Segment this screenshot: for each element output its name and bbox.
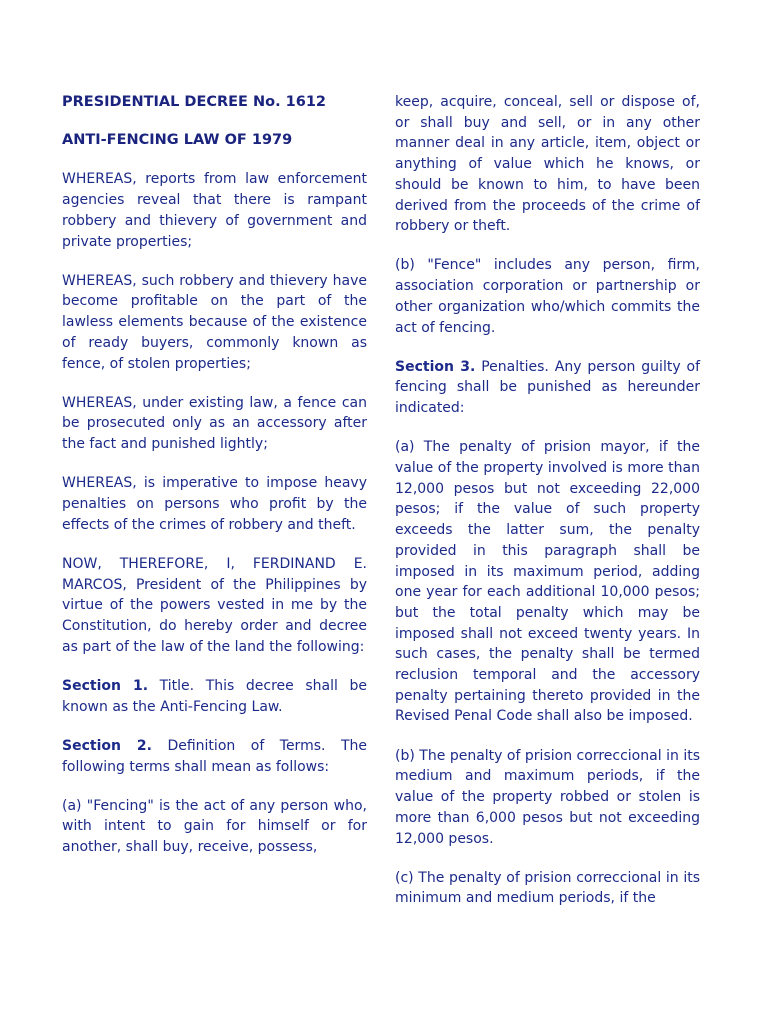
now-therefore-paragraph: NOW, THEREFORE, I, FERDINAND E. MARCOS, President of the Philippines by virtue of the powers vested in me by the Constitution, do hereby order and decree as part of the law of the land the following: [62,555,367,655]
section-1-label: Section 1. [62,677,149,694]
right-column [395,92,700,928]
decree-title: PRESIDENTIAL DECREE No. 1612 [62,94,327,110]
left-column [62,92,367,876]
section-2-b-paragraph: (b) "Fence" includes any person, firm, association corporation or partnership or other organization who/which commits the act of fencing. [395,257,700,336]
section-2-a-paragraph: (a) "Fencing" is the act of any person who, with intent to gain for himself or for another, shall buy, receive, possess, [62,797,367,856]
whereas-paragraph-4: WHEREAS, is imperative to impose heavy penalties on persons who profit by the effects of the crimes of robbery and theft. [62,475,367,533]
section-2-text: Definition of Terms. The following terms shall mean as follows: [62,737,367,775]
whereas-paragraph-2: WHEREAS, such robbery and thievery have become profitable on the part of the lawless elements because of the existence of ready buyers, commonly known as fence, of stolen properties; [62,272,367,372]
section-3-paragraph [395,357,700,419]
section-3-a-paragraph: (a) The penalty of prision mayor, if the value of the property involved is more than 12,000 pesos but not exceeding 22,000 pesos; if the value of such property exceeds the latter sum, the penalty provided in this paragraph shall be imposed in its maximum period, adding one year for each additional 10,000 pesos; but the total penalty which may be imposed shall not exceed twenty years. In such cases, the penalty shall be termed reclusion temporal and the accessory penalty pertaining thereto provided in the Revised Penal Code shall also be imposed. [395,439,700,725]
section-3-label: Section 3. [395,358,476,375]
law-title: ANTI-FENCING LAW OF 1979 [62,131,293,148]
section-1-text: Title. This decree shall be known as the Anti-Fencing Law. [62,677,367,715]
section-2-paragraph [62,736,367,777]
section-3-text: Penalties. Any person guilty of fencing shall be punished as hereunder indicated: [395,358,701,417]
whereas-paragraph-3: WHEREAS, under existing law, a fence can be prosecuted only as an accessory after the fact and punished lightly; [62,394,367,453]
continuation-paragraph: keep, acquire, conceal, sell or dispose of, or shall buy and sell, or in any other manner deal in any article, item, object or anything of value which he knows, or should be known to him, to have been derived from the proceeds of the crime of robbery or theft. [395,94,700,235]
section-2-label: Section 2. [62,737,152,754]
section-3-b-paragraph: (b) The penalty of prision correccional in its medium and maximum periods, if the value of the property robbed or stolen is more than 6,000 pesos but not exceeding 12,000 pesos. [395,747,700,847]
section-1-paragraph [62,676,367,717]
section-3-c-paragraph: (c) The penalty of prision correccional in its minimum and medium periods, if the [395,869,700,907]
whereas-paragraph-1: WHEREAS, reports from law enforcement agencies reveal that there is rampant robbery and thievery of government and private properties; [62,171,367,250]
